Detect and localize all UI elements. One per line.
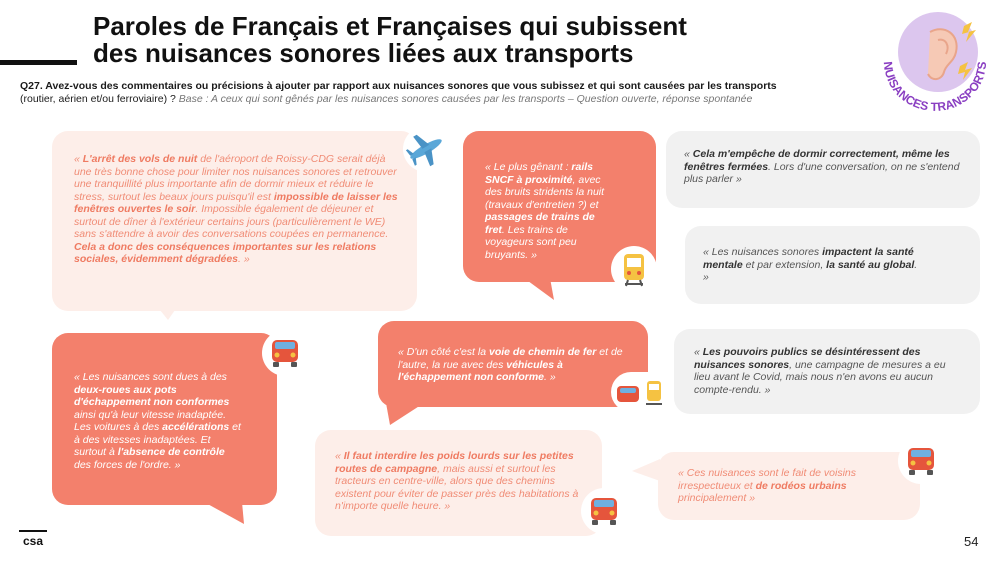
question-text-2: (routier, aérien et/ou ferroviaire) ? bbox=[20, 93, 176, 105]
nuisances-transports-badge bbox=[868, 4, 998, 116]
quote-segment: « bbox=[74, 153, 83, 165]
quote-segment: . » bbox=[703, 258, 918, 283]
quote-text bbox=[684, 148, 964, 186]
car-icon bbox=[262, 330, 308, 376]
quote-emphasis: Cela a donc des conséquences importantes sur les relations sociales, évidemment dégradées bbox=[74, 240, 377, 265]
quote-emphasis: l'absence de contrôle bbox=[117, 446, 225, 458]
quote-emphasis: véhicules à l'échappement non conforme bbox=[398, 358, 563, 383]
quote-segment: . » bbox=[544, 371, 556, 383]
quote-emphasis: deux-roues aux pots d'échappement non conformes bbox=[74, 383, 230, 408]
quote-text bbox=[335, 450, 590, 513]
page-title bbox=[93, 13, 687, 67]
quote-segment: « Le plus gênant : bbox=[485, 161, 572, 173]
quote-emphasis: Les pouvoirs publics se désintéressent des nuisances sonores bbox=[694, 346, 921, 371]
quote-bubble-voisins bbox=[658, 452, 920, 520]
quote-bubble-dormir bbox=[666, 131, 980, 208]
car-icon bbox=[581, 488, 627, 534]
quote-text bbox=[703, 246, 923, 284]
quote-segment: et de l'autre, la rue avec des bbox=[398, 346, 623, 371]
quote-segment: , avec des bruits stridents la nuit (travaux d'entretien ?) et bbox=[485, 173, 605, 211]
quote-segment: . Lors d'une conversation, on ne s'entend plus parler » bbox=[684, 160, 960, 185]
quote-segment: , mais aussi et surtout les tracteurs en centre-ville, alors que des chemins existent pour éviter de passer près des habitations à n'importe quelle heure. » bbox=[335, 462, 579, 512]
quote-segment: « bbox=[684, 148, 693, 160]
quote-bubble-poidslourds bbox=[315, 430, 602, 536]
airplane-icon bbox=[403, 126, 449, 172]
quote-segment: « Ces nuisances sont le fait de voisins irrespectueux et bbox=[678, 467, 857, 492]
quote-segment: et à des vitesses inadaptées. Et surtout à bbox=[74, 421, 241, 458]
title-underline bbox=[0, 60, 77, 65]
title-line-2: des nuisances sonores liées aux transports bbox=[93, 38, 634, 68]
quote-segment: « Les nuisances sonores bbox=[703, 246, 823, 258]
quote-segment: . » bbox=[238, 253, 250, 265]
question-text: Q27. Avez-vous des commentaires ou précisions à ajouter par rapport aux nuisances sonores que vous subissez et qui sont causées par les transports bbox=[20, 80, 777, 92]
quote-segment: . Les trains de voyageurs sont peu bruyants. » bbox=[485, 223, 577, 261]
page-number: 54 bbox=[964, 534, 979, 549]
quote-text bbox=[694, 346, 959, 396]
quote-segment: « bbox=[694, 346, 703, 358]
quote-segment: « D'un côté c'est la bbox=[398, 346, 489, 358]
quote-emphasis: la santé au global bbox=[826, 258, 915, 271]
csa-logo bbox=[18, 528, 48, 548]
quote-bubble-pouvoirs bbox=[674, 329, 980, 414]
question-base: Base : A ceux qui sont gênés par les nuisances sonores causées par les transports – Question ouverte, réponse spontanée bbox=[178, 93, 753, 105]
quote-bubble-roissy bbox=[52, 131, 417, 311]
bubble-tail bbox=[202, 502, 246, 526]
quote-segment: « bbox=[335, 450, 344, 462]
quote-emphasis: L'arrêt des vols de nuit bbox=[82, 153, 198, 165]
quote-emphasis: impossible de laisser les fenêtres ouvertes le soir bbox=[74, 190, 398, 215]
quote-bubble-sante bbox=[685, 226, 980, 304]
quote-emphasis: rails SNCF à proximité bbox=[485, 161, 594, 186]
quote-text bbox=[485, 161, 610, 261]
quote-bubble-deuxroues bbox=[52, 333, 277, 505]
quote-emphasis: Il faut interdire les poids lourds sur les petites routes de campagne bbox=[335, 450, 574, 475]
quote-segment: ainsi qu'à leur vitesse inadaptée. Les voitures à des bbox=[74, 408, 227, 433]
quote-emphasis: de rodéos urbains bbox=[755, 479, 847, 492]
svg-text:csa: csa bbox=[22, 534, 44, 548]
car-icon bbox=[898, 438, 944, 484]
quote-text bbox=[678, 467, 888, 505]
train-icon bbox=[611, 246, 657, 292]
quote-emphasis: Cela m'empêche de dormir correctement, même les fenêtres fermées bbox=[684, 148, 950, 173]
quote-emphasis: voie de chemin de fer bbox=[488, 346, 597, 358]
quote-segment: « Les nuisances sont dues à des bbox=[74, 371, 227, 383]
quote-emphasis: passages de trains de fret bbox=[485, 211, 595, 236]
question-block bbox=[20, 80, 880, 106]
quote-segment: , une campagne de mesures a eu lieu avant le Covid, mais nous n'en avons eu aucun compte-rendu. » bbox=[694, 358, 946, 396]
quote-segment: principalement » bbox=[678, 492, 756, 504]
badge-label: NUISANCES TRANSPORTS bbox=[880, 60, 990, 115]
quote-segment: des forces de l'ordre. » bbox=[74, 458, 181, 471]
quote-segment: et par extension, bbox=[742, 258, 827, 271]
quote-segment: de l'aéroport de Roissy-CDG serait déjà une très bonne chose pour limiter nos nuisances sonores et retrouver une tranquillité plus importante afin de dormir mieux et réduire le stress, surtout les beaux jours puisqu'il est bbox=[74, 153, 397, 203]
title-line-1: Paroles de Français et Françaises qui subissent bbox=[93, 11, 687, 41]
quote-text bbox=[74, 371, 244, 471]
quote-text bbox=[74, 153, 399, 266]
quote-bubble-cheminfer bbox=[378, 321, 648, 407]
quote-segment: . Impossible également de déjeuner et surtout de dîner à l'extérieur certains jours (particulièrement le WE) sans s'attendre à avoir des conversations coupées en permanence. bbox=[74, 203, 389, 240]
car-train-icon bbox=[611, 372, 669, 412]
quote-text bbox=[398, 346, 628, 384]
quote-emphasis: impactent la santé mentale bbox=[703, 246, 914, 271]
quote-emphasis: accélérations bbox=[162, 421, 230, 433]
